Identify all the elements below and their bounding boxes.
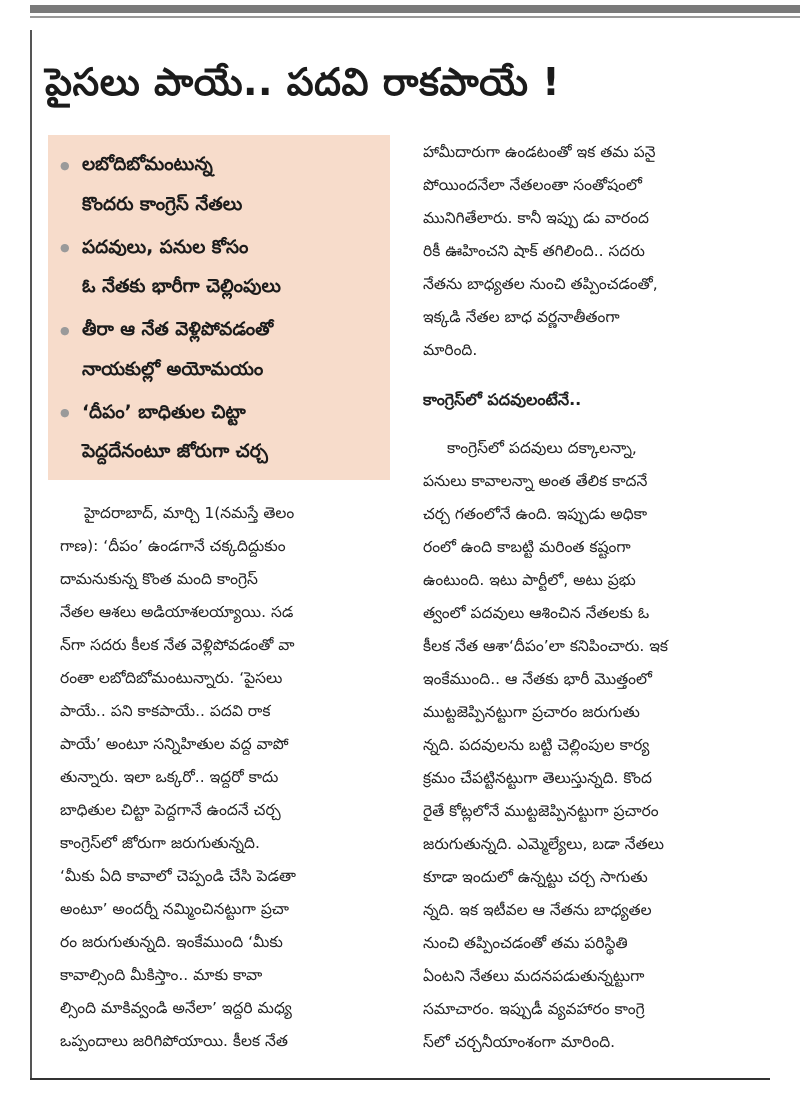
article-line: మారింది. — [423, 341, 478, 359]
article-line: పనులు కావాలన్నా అంత తేలిక కాదనే — [423, 472, 648, 490]
article-subheading: కాంగ్రెస్‌లో పదవులంటేనే.. — [423, 390, 582, 409]
bottom-rule — [30, 1078, 770, 1080]
article-line: కీలక నేత ఆశా‘దీపం’లా కనిపించారు. ఇక — [423, 637, 668, 655]
article-line: పోయిందనేలా నేతలంతా సంతోషంలో — [423, 176, 642, 194]
highlight-line: నాయకుల్లో అయోమయం — [82, 358, 264, 380]
article-line: పాయే’ అంటూ సన్నిహితుల వద్ద వాపో — [60, 735, 289, 753]
article-line: కాంగ్రెస్‌లో పదవులు దక్కాలన్నా, — [447, 439, 637, 457]
article-right-column — [423, 136, 775, 1059]
highlight-line: ● లబోదిబోమంటున్న — [60, 145, 384, 185]
highlight-line: ● తీరా ఆ నేత వెళ్లిపోవడంతో — [60, 310, 384, 350]
highlight-item — [60, 393, 384, 472]
highlights-box — [48, 135, 390, 480]
top-rule — [30, 5, 800, 13]
article-line: కాంగ్రెస్‌లో జోరుగా జరుగుతున్నది. — [60, 834, 260, 852]
left-frame-rule — [30, 30, 32, 1080]
highlight-line: ● పదవులు, పనుల కోసం — [60, 228, 384, 268]
highlight-line: పెద్దదేనంటూ జోరుగా చర్చ — [82, 441, 268, 462]
article-line: జరుగుతున్నది. ఎమ్మెల్యేలు, బడా నేతలు — [423, 835, 665, 853]
article-line: ఉంటుంది. ఇటు పార్టీలో, అటు ప్రభు — [423, 571, 636, 589]
article-line: అంటూ’ అందర్నీ నమ్మించినట్టుగా ప్రచా — [60, 900, 289, 918]
article-line: క్రమం చేపట్టినట్టుగా తెలుస్తున్నది. కొంద — [423, 769, 652, 787]
highlight-item — [60, 310, 384, 389]
highlight-line: ● ‘దీపం’ బాధితుల చిట్టా — [60, 393, 384, 433]
article-line: ఇక్కడి నేతల బాధ వర్ణనాతీతంగా — [423, 308, 620, 326]
article-left-column — [60, 497, 388, 1058]
article-line: హామీదారుగా ఉండటంతో ఇక తమ పనై — [423, 143, 656, 161]
article-line: కావాల్సింది మీకిస్తాం.. మాకు కావా — [60, 966, 263, 984]
article-line: త్వంలో పదవులు ఆశించిన నేతలకు ఓ — [423, 604, 650, 622]
article-line: న్‌గా సదరు కీలక నేత వెళ్లిపోవడంతో వా — [60, 636, 295, 654]
article-line: స్‌లో చర్చనీయాంశంగా మారింది. — [423, 1033, 616, 1051]
highlight-line: ఓ నేతకు భారీగా చెల్లింపులు — [82, 276, 281, 297]
article-line: గాణ): ‘దీపం’ ఉండగానే చక్కదిద్దుకుం — [60, 537, 286, 555]
highlight-item — [60, 145, 384, 224]
article-line: ఒప్పందాలు జరిగిపోయాయి. కీలక నేత — [60, 1032, 288, 1050]
article-line: చర్చ గతంలోనే ఉంది. ఇప్పుడు అధికా — [423, 505, 648, 523]
article-line: పాయే.. పని కాకపాయే.. పదవి రాక — [60, 702, 271, 720]
article-line: న్నది. ఇక ఇటీవల ఆ నేతను బాధ్యతల — [423, 901, 652, 919]
article-line: ముట్టజెప్పినట్టుగా ప్రచారం జరుగుతు — [423, 703, 640, 721]
article-line: రం జరుగుతున్నది. ఇంకేముంది ‘మీకు — [60, 933, 283, 951]
article-line: న్నది. పదవులను బట్టి చెల్లింపుల కార్య — [423, 736, 650, 754]
article-line: రంతా లబోదిబోమంటున్నారు. ‘పైసలు — [60, 669, 283, 687]
article-line: ఏంటని నేతలు మదనపడుతున్నట్టుగా — [423, 967, 645, 985]
article-line: సమాచారం. ఇప్పుడీ వ్యవహారం కాంగ్రె — [423, 1000, 645, 1018]
article-line: ఇంకేముంది.. ఆ నేతకు భారీ మొత్తంలో — [423, 670, 652, 688]
top-rule-thin — [30, 16, 800, 18]
headline: పైసలు పాయే.. పదవి రాకపాయే ! — [45, 60, 561, 104]
article-line: కూడా ఇందులో ఉన్నట్టు చర్చ సాగుతు — [423, 868, 648, 886]
article-line: ల్సింది మాకివ్వండి అనేలా’ ఇద్దరి మధ్య — [60, 999, 292, 1017]
article-line: తున్నారు. ఇలా ఒక్కరో.. ఇద్దరో కాదు — [60, 768, 279, 786]
article-line: బాధితుల చిట్టా పెద్దగానే ఉందనే చర్చ — [60, 801, 281, 819]
article-line: రైతే కోట్లలోనే ముట్టజెప్పినట్టుగా ప్రచారం — [423, 802, 659, 820]
article-line: మునిగితేలారు. కానీ ఇప్పు డు వారంద — [423, 209, 649, 227]
highlight-line: కొందరు కాంగ్రెస్ నేతలు — [82, 193, 243, 215]
article-line: ‘మీకు ఏది కావాలో చెప్పండి చేసి పెడతా — [60, 867, 296, 885]
article-line: రికీ ఊహించని షాక్ తగిలింది.. సదరు — [423, 242, 645, 260]
article-line: నుంచి తప్పించడంతో తమ పరిస్థితి — [423, 934, 628, 952]
highlight-item — [60, 228, 384, 307]
article-line: రంలో ఉంది కాబట్టి మరింత కష్టంగా — [423, 538, 631, 556]
article-line: దామనుకున్న కొంత మంది కాంగ్రెస్ — [60, 570, 258, 588]
article-line: హైదరాబాద్, మార్చి 1(నమస్తే తెలం — [84, 504, 295, 522]
article-line: నేతల ఆశలు అడియాశలయ్యాయి. సడ — [60, 603, 294, 621]
article-line: నేతను బాధ్యతల నుంచి తప్పించడంతో, — [423, 275, 658, 293]
